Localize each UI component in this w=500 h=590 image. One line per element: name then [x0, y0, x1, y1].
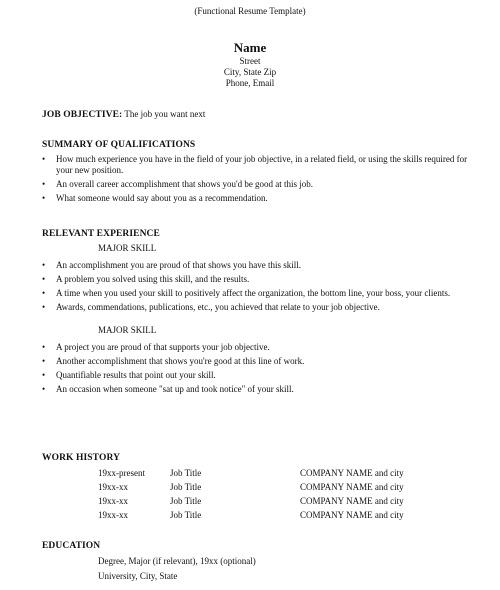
table-row: 19xx-xx Job Title COMPANY NAME and city [98, 482, 404, 493]
experience-section [42, 228, 472, 398]
street-line: Street [239, 56, 261, 66]
contact-line: Phone, Email [225, 78, 275, 88]
list-item: • An occasion when someone "sat up and took notice" of your skill. [42, 383, 294, 394]
city-line: City, State Zip [223, 67, 277, 77]
objective-text: The job you want next [124, 109, 206, 119]
bullet-icon: • [42, 274, 46, 285]
bullet-icon: • [42, 355, 46, 366]
education-degree: Degree, Major (if relevant), 19xx (optional) [98, 556, 256, 567]
bullet-icon: • [42, 383, 46, 394]
bullet-icon: • [42, 193, 46, 204]
list-item: • Awards, commendations, publications, etc., you achieved that relate to your job objective. [42, 302, 380, 313]
list-item: • What someone would say about you as a recommendation. [42, 193, 268, 204]
bullet-icon: • [42, 260, 46, 271]
list-item: • A time when you used your skill to positively affect the organization, the bottom line, your boss, your clients. [42, 288, 451, 299]
table-row: 19xx-present Job Title COMPANY NAME and city [98, 468, 404, 479]
bullet-icon: • [42, 369, 46, 380]
work-section [42, 452, 472, 524]
list-item: • How much experience you have in the field of your job objective, in a related field, or using the skills required for your new position. [42, 154, 468, 176]
objective-section [42, 109, 472, 121]
list-item: • A project you are proud of that supports your job objective. [42, 341, 270, 352]
summary-section [42, 139, 472, 207]
work-title: WORK HISTORY [42, 453, 121, 463]
table-row: 19xx-xx Job Title COMPANY NAME and city [98, 510, 404, 521]
summary-title: SUMMARY OF QUALIFICATIONS [42, 140, 196, 150]
table-row: 19xx-xx Job Title COMPANY NAME and city [98, 496, 404, 507]
work-table [98, 468, 404, 524]
bullet-icon: • [42, 154, 46, 165]
skill-heading: MAJOR SKILL [98, 243, 157, 254]
bullet-icon: • [42, 288, 46, 299]
skill-list [42, 260, 472, 313]
bullet-icon: • [42, 341, 46, 352]
resume-name: Name [233, 40, 267, 55]
education-school: University, City, State [98, 571, 178, 582]
list-item: • Quantifiable results that point out your skill. [42, 369, 216, 380]
skill-list [42, 342, 472, 395]
skill-heading: MAJOR SKILL [98, 325, 157, 336]
objective-label: JOB OBJECTIVE: [42, 110, 123, 120]
template-note: (Functional Resume Template) [194, 6, 306, 16]
experience-title: RELEVANT EXPERIENCE [42, 229, 160, 239]
bullet-icon: • [42, 302, 46, 313]
list-item: • An overall career accomplishment that shows you'd be good at this job. [42, 179, 314, 190]
summary-list [42, 154, 472, 204]
bullet-icon: • [42, 179, 46, 190]
education-title: EDUCATION [42, 541, 101, 551]
list-item: • An accomplishment you are proud of that shows you have this skill. [42, 260, 301, 271]
resume-header [0, 40, 500, 89]
list-item: • Another accomplishment that shows you're good at this line of work. [42, 355, 305, 366]
education-section [42, 540, 472, 584]
list-item: • A problem you solved using this skill, and the results. [42, 274, 250, 285]
